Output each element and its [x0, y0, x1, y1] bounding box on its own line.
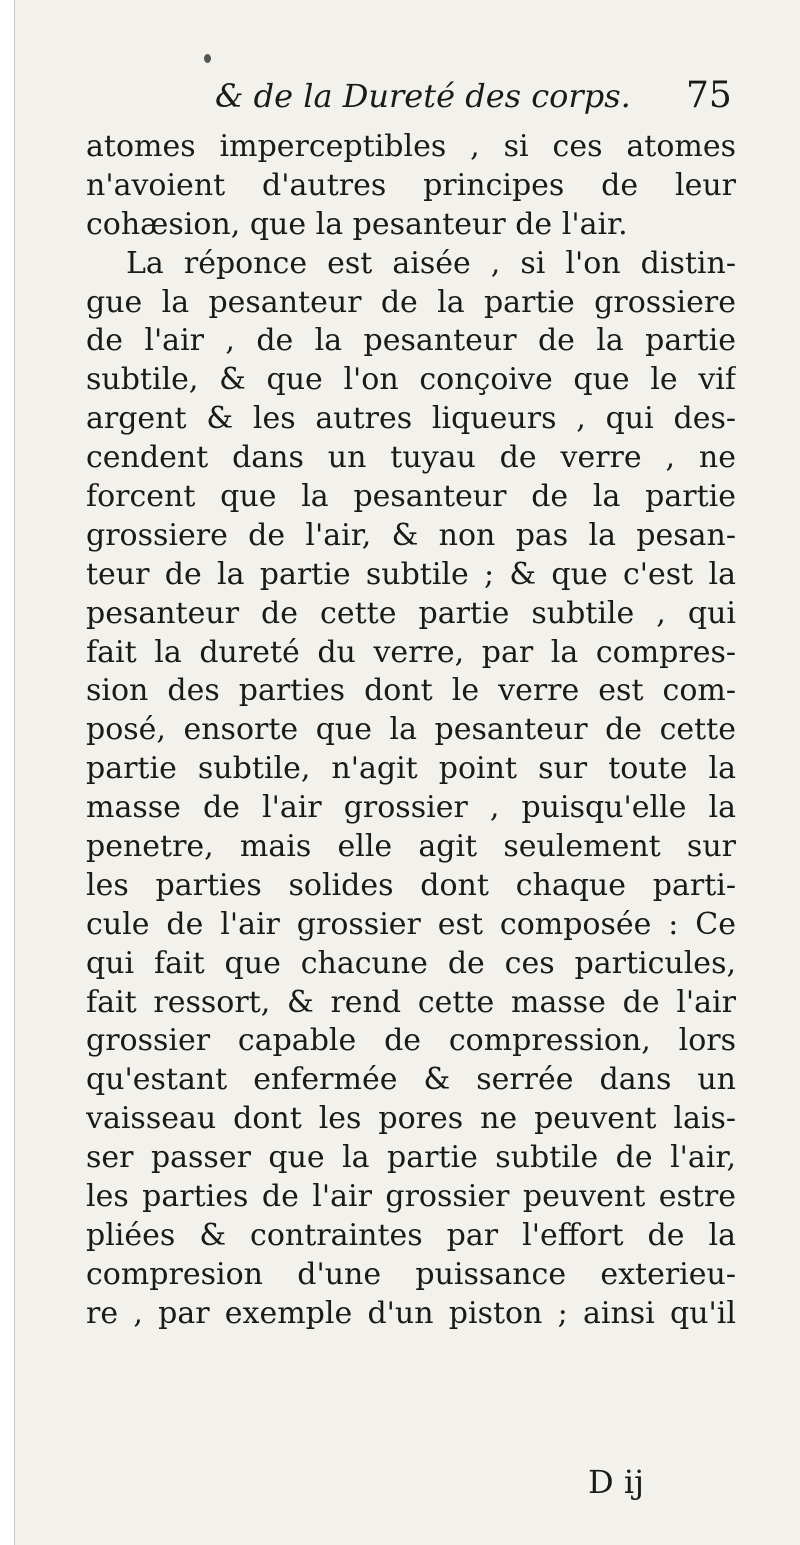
text-line: argent & les autres liqueurs , qui des-: [86, 401, 736, 437]
text-line: teur de la partie subtile ; & que c'est la: [86, 556, 736, 592]
text-line: les parties solides dont chaque parti-: [86, 867, 736, 903]
body-text: [86, 128, 736, 1334]
text-line: les parties de l'air grossier peuvent estre: [86, 1179, 736, 1215]
page-number: 75: [686, 75, 732, 116]
text-line: posé, ensorte que la pesanteur de cette: [86, 712, 736, 748]
ink-speck: [204, 54, 211, 63]
text-line: grossier capable de compression, lors: [86, 1023, 736, 1059]
text-line: gue la pesanteur de la partie grossiere: [86, 284, 736, 320]
text-line: forcent que la pesanteur de la partie: [86, 479, 736, 515]
text-line: pliées & contraintes par l'effort de la: [86, 1217, 736, 1253]
text-line: masse de l'air grossier , puisqu'elle la: [86, 790, 736, 826]
text-line: atomes imperceptibles , si ces atomes: [86, 129, 736, 164]
text-line: n'avoient d'autres principes de leur: [86, 167, 736, 203]
running-head: [0, 74, 800, 124]
text-line: de l'air , de la pesanteur de la partie: [86, 323, 736, 359]
text-line: re , par exemple d'un piston ; ainsi qu'il: [86, 1295, 736, 1331]
text-line: subtile, & que l'on conçoive que le vif: [86, 362, 736, 398]
text-line: penetre, mais elle agit seulement sur: [86, 829, 736, 865]
running-title: & de la Dureté des corps.: [215, 77, 631, 115]
text-line: fait la dureté du verre, par la compres-: [86, 634, 736, 670]
text-line: ser passer que la partie subtile de l'air,: [86, 1140, 736, 1176]
text-line: cohæsion, que la pesanteur de l'air.: [86, 206, 628, 242]
text-line: fait ressort, & rend cette masse de l'air: [86, 984, 736, 1020]
text-line: pesanteur de cette partie subtile , qui: [86, 595, 736, 631]
text-line: qui fait que chacune de ces particules,: [86, 945, 736, 981]
text-line: cule de l'air grossier est composée : Ce: [86, 906, 736, 942]
text-line: cendent dans un tuyau de verre , ne: [86, 440, 736, 476]
text-line: compresion d'une puissance exterieu-: [86, 1256, 736, 1292]
signature-mark: D ij: [588, 1463, 644, 1501]
paragraph-first-line: La réponce est aisée , si l'on distin-: [126, 245, 736, 281]
text-line: vaisseau dont les pores ne peuvent lais-: [86, 1101, 736, 1137]
text-line: partie subtile, n'agit point sur toute la: [86, 751, 736, 787]
text-line: grossiere de l'air, & non pas la pesan-: [86, 517, 736, 553]
text-line: sion des parties dont le verre est com-: [86, 673, 736, 709]
text-line: qu'estant enfermée & serrée dans un: [86, 1062, 736, 1098]
